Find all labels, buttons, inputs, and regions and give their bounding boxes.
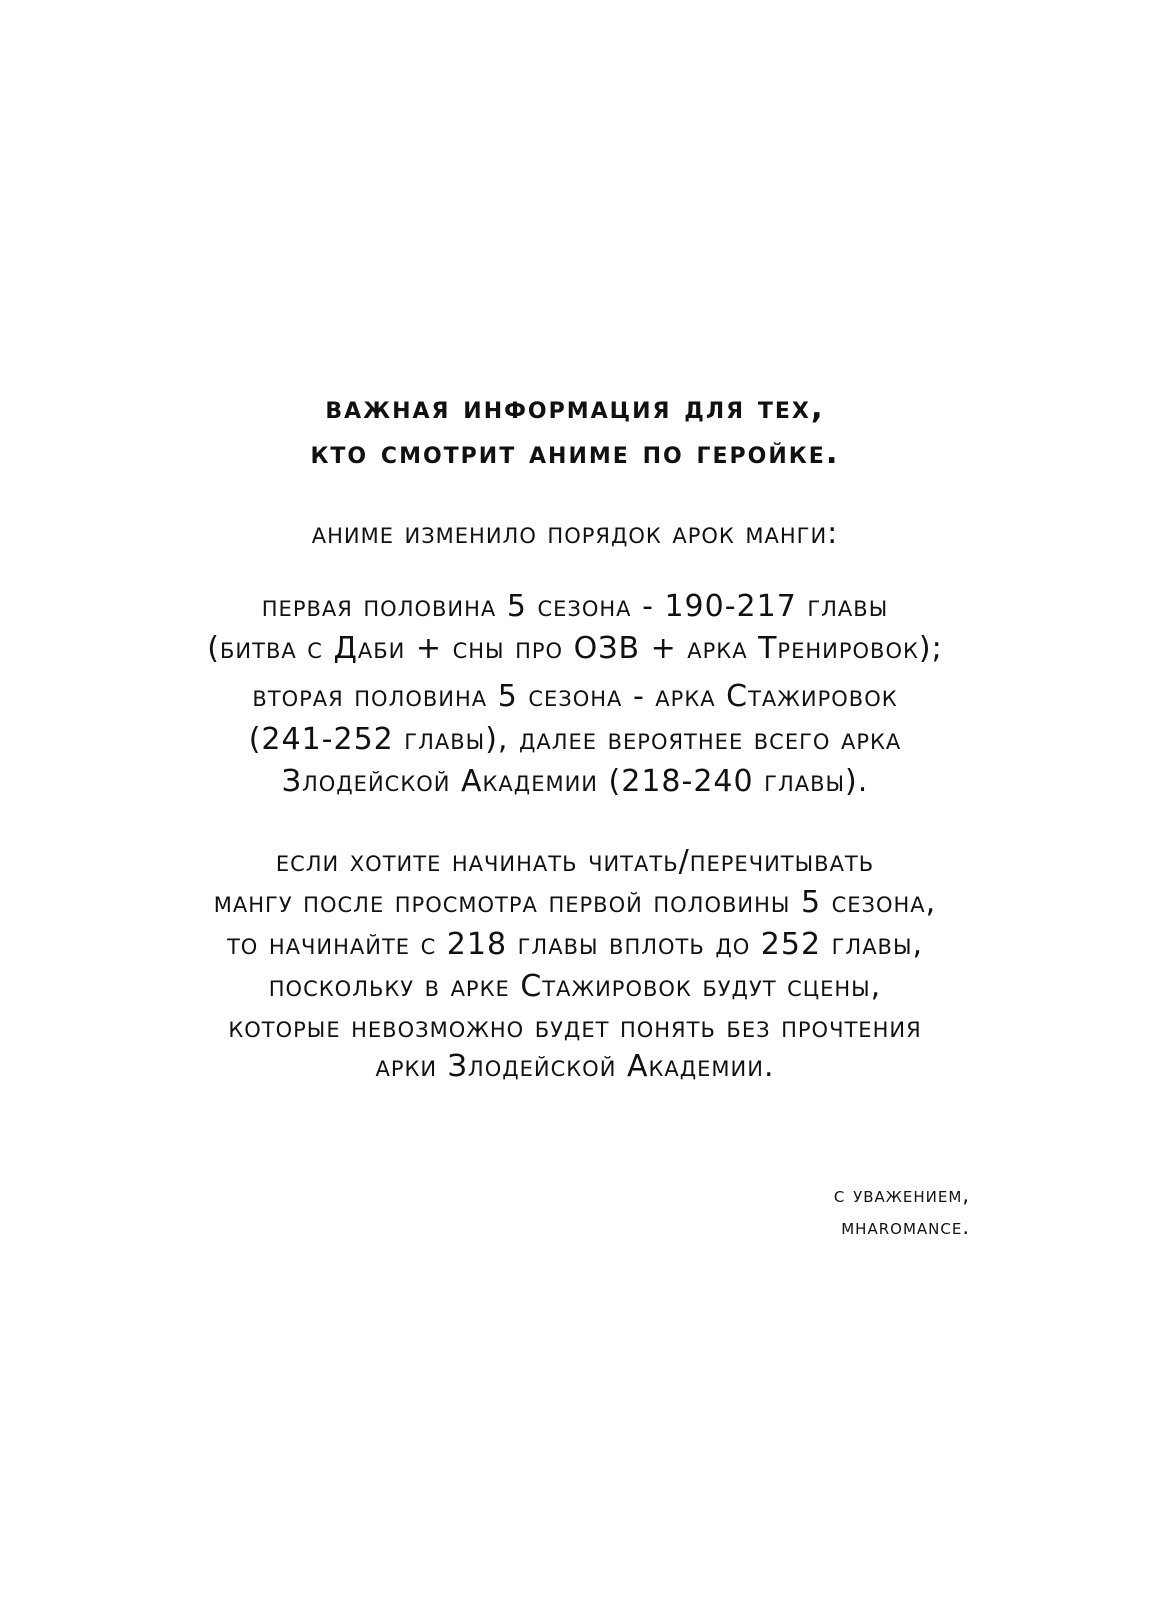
- text-line: Злодейской Академии (218-240 главы).: [281, 764, 869, 799]
- signature-line: с уважением,: [833, 1183, 970, 1207]
- text-line: то начинайте с 218 главы вплоть до 252 главы,: [226, 927, 924, 962]
- heading-line: кто смотрит аниме по геройке.: [310, 435, 840, 471]
- text-line: арки Злодейской Академии.: [375, 1049, 775, 1084]
- text-line: (битва с Даби + сны про ОЗВ + арка Тренировок);: [207, 631, 943, 666]
- text-line: мангу после просмотра первой половины 5 сезона,: [213, 885, 937, 920]
- signature-author: mharomance.: [841, 1215, 970, 1239]
- intro-text: аниме изменило порядок арок манги:: [311, 516, 839, 551]
- text-line: первая половина 5 сезона - 190-217 главы: [261, 589, 889, 624]
- text-line: (241-252 главы), далее вероятнее всего арка: [248, 722, 902, 757]
- text-line: вторая половина 5 сезона - арка Стажировок: [252, 679, 898, 714]
- heading-line: важная информация для тех,: [325, 390, 825, 426]
- text-line: если хотите начинать читать/перечитывать: [275, 844, 875, 879]
- text-line: которые невозможно будет понять без прочтения: [228, 1010, 922, 1045]
- text-line: поскольку в арке Стажировок будут сцены,: [268, 969, 882, 1004]
